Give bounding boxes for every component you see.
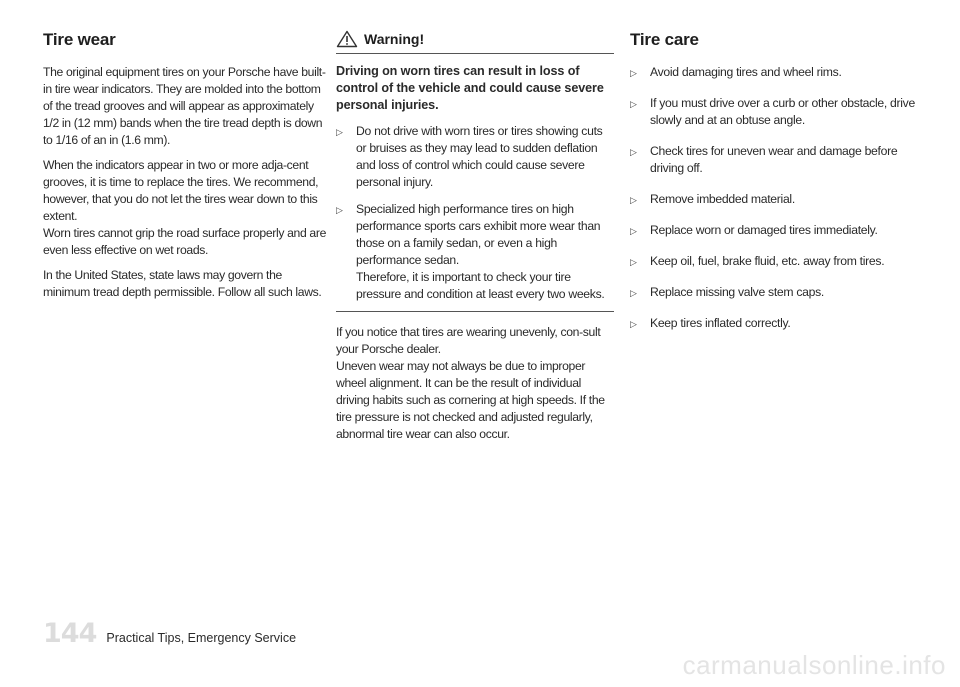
warning-title: Warning! [364,31,425,47]
list-item: ▷ Do not drive with worn tires or tires showing cuts or bruises as they may lead to sudden deflation and loss of control which could cause severe personal injury. [336,124,603,189]
paragraph: If you notice that tires are wearing unevenly, con-sult your Porsche dealer. [336,325,601,356]
list-item: ▷ Keep tires inflated correctly. [630,315,920,332]
tire-wear-heading: Tire wear [43,30,116,49]
warning-triangle-icon [336,30,358,48]
list-item: ▷ Replace worn or damaged tires immediately. [630,222,920,239]
warning-section [336,30,614,451]
warning-header [336,30,614,54]
bullet-triangle-icon: ▷ [630,99,637,109]
list-item: ▷ Replace missing valve stem caps. [630,284,920,301]
list-item: ▷ If you must drive over a curb or other obstacle, drive slowly and at an obtuse angle. [630,96,915,127]
page-number: 144 [43,618,97,649]
bullet-triangle-icon: ▷ [630,288,637,298]
paragraph: The original equipment tires on your Porsche have built-in tire wear indicators. They are molded into the bottom of the tread grooves and will appear as approximately 1/2 in (12 mm) bands when the tire tread depth is down to 1/16 of an in (1.6 mm). [43,65,326,147]
paragraph: Uneven wear may not always be due to improper wheel alignment. It can be the result of individual driving habits such as cornering at high speeds. If the tire pressure is not checked and adjusted regularly, abnormal tire wear can also occur. [336,359,605,441]
warning-list [336,123,614,303]
bullet-triangle-icon: ▷ [630,226,637,236]
tire-care-heading: Tire care [630,30,699,49]
bullet-triangle-icon: ▷ [630,68,637,78]
bullet-triangle-icon: ▷ [630,147,637,157]
list-item: ▷ Check tires for uneven wear and damage before driving off. [630,144,898,175]
bullet-triangle-icon: ▷ [336,127,343,137]
list-item: ▷ Specialized high performance tires on high performance sports cars exhibit more wear than those on a family sedan, or even a high performance sedan. Therefore, it is important to check your tire pressure and condition at least every two weeks. [336,202,605,301]
bullet-triangle-icon: ▷ [630,257,637,267]
warning-lead: Driving on worn tires can result in loss of control of the vehicle and could cause severe personal injuries. [336,64,604,112]
list-item: ▷ Keep oil, fuel, brake fluid, etc. away from tires. [630,253,920,270]
bullet-triangle-icon: ▷ [336,205,343,215]
list-item: ▷ Avoid damaging tires and wheel rims. [630,64,920,81]
divider [336,311,614,312]
paragraph: When the indicators appear in two or more adja-cent grooves, it is time to replace the tires. We recommend, however, that you do not let the tires wear down to this extent. [43,158,319,223]
tire-care-list [630,64,920,332]
watermark: carmanualsonline.info [682,650,946,680]
section-title: Practical Tips, Emergency Service [106,631,297,645]
bullet-triangle-icon: ▷ [630,319,637,329]
page-footer [43,618,296,649]
paragraph: Worn tires cannot grip the road surface properly and are even less effective on wet roads. [43,226,326,257]
bullet-triangle-icon: ▷ [630,195,637,205]
list-item: ▷ Remove imbedded material. [630,191,920,208]
tire-care-section [630,30,920,346]
tire-wear-section [43,30,328,309]
paragraph: In the United States, state laws may govern the minimum tread depth permissible. Follow all such laws. [43,268,322,299]
